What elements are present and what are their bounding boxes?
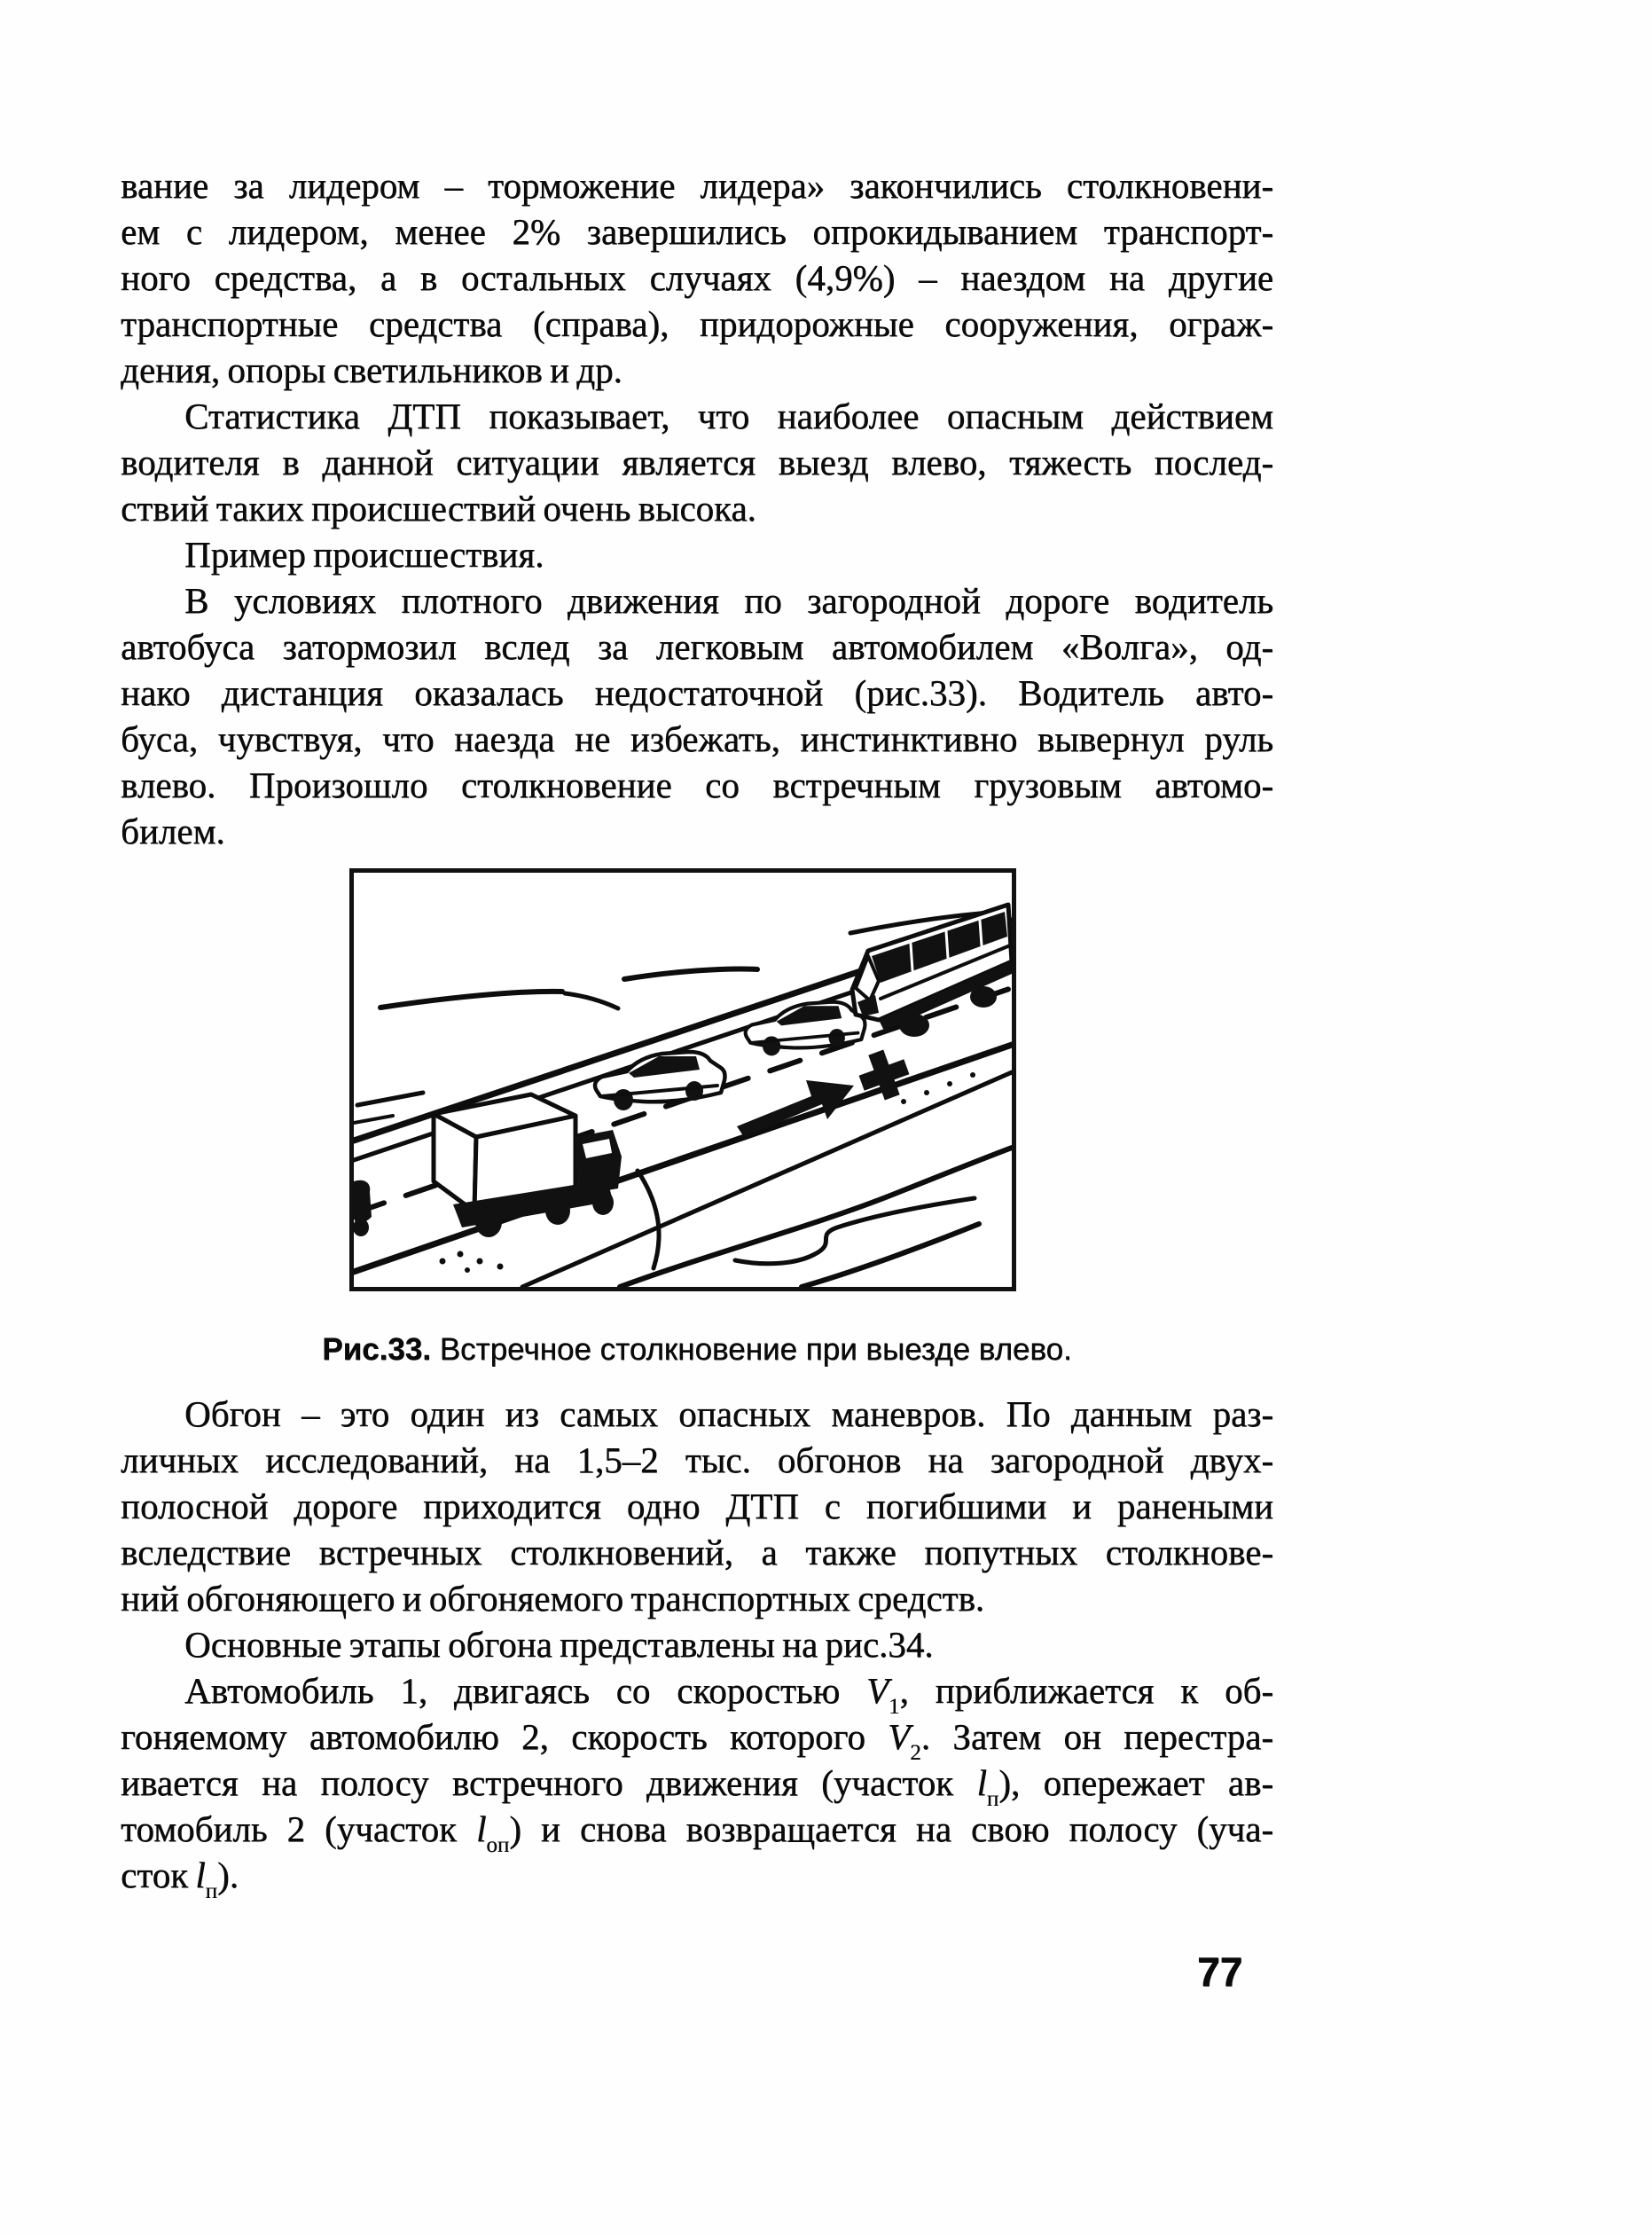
figure-illustration <box>354 873 1012 1287</box>
text-line: ивается на полосу встречного движения (участок $l_п$), опережает ав- <box>121 1762 1273 1811</box>
subscript: оп <box>486 1833 510 1857</box>
paragraph-7 <box>121 1667 1273 1903</box>
subscript: п <box>986 1787 999 1811</box>
text-line: Статистика ДТП показывает, что наиболее опасным действием <box>184 396 1273 436</box>
figure-33 <box>349 868 1016 1291</box>
paragraph-1 <box>121 162 1273 393</box>
direction-arrow <box>737 1080 854 1137</box>
text-line: водителя в данной ситуации является выезд влево, тяжесть послед- <box>121 442 1273 482</box>
text-line: Основные этапы обгона представлены на рис.34. <box>184 1624 934 1665</box>
subscript: 2 <box>910 1741 921 1765</box>
figure-caption <box>121 1332 1273 1368</box>
paragraph-5 <box>121 1391 1273 1621</box>
paragraph-6 <box>121 1621 1273 1667</box>
velocity-variable: V <box>888 1716 911 1757</box>
text-line: гоняемому автомобилю 2, скорость которого $V_2$. Затем он перестра- <box>121 1716 1273 1765</box>
page-number: 77 <box>1197 1949 1243 1995</box>
text-line: Пример происшествия. <box>184 534 544 575</box>
text-line: полосной дороге приходится одно ДТП с погибшими и ранеными <box>121 1486 1273 1526</box>
distance-variable: l <box>976 1762 987 1803</box>
sedan-lead <box>595 1052 725 1110</box>
text-line: автобуса затормозил вслед за легковым автомобилем «Волга», од- <box>121 626 1273 667</box>
caption-label: Рис.33. <box>322 1332 431 1367</box>
paragraph-4 <box>121 577 1273 854</box>
velocity-variable: V <box>865 1670 889 1711</box>
text-line: В условиях плотного движения по загородной дороге водитель <box>184 580 1273 621</box>
text-line: личных исследований, на 1,5–2 тыс. обгонов на загородной двух- <box>121 1439 1273 1480</box>
partial-vehicle <box>354 1180 372 1236</box>
text-line: Автомобиль 1, двигаясь со скоростью $V_1$, приближается к об- <box>184 1670 1273 1719</box>
sedan-second <box>746 1002 865 1056</box>
text-line: ем с лидером, менее 2% завершились опрокидыванием транспорт- <box>121 211 1273 252</box>
distance-variable: l <box>475 1808 487 1849</box>
text-line: нако дистанция оказалась недостаточной (рис.33). Водитель авто- <box>121 672 1273 713</box>
text-line: Обгон – это один из самых опасных маневров. По данным раз- <box>184 1393 1273 1434</box>
text-line: вание за лидером – торможение лидера» закончились столкновени- <box>121 165 1273 206</box>
paragraph-3 <box>121 531 1273 577</box>
text-line: сток $l_п$). <box>121 1855 239 1903</box>
text-block <box>121 162 1273 1903</box>
text-line: влево. Произошло столкновение со встречным грузовым автомо- <box>121 765 1273 805</box>
text-line: буса, чувствуя, что наезда не избежать, инстинктивно вывернул руль <box>121 718 1273 759</box>
text-line: ний обгоняющего и обгоняемого транспортных средств. <box>121 1578 985 1619</box>
subscript: п <box>205 1879 218 1903</box>
text-line: вследствие встречных столкновений, а также попутных столкнове- <box>121 1532 1273 1572</box>
text-line: билем. <box>121 811 225 851</box>
distance-variable: l <box>195 1855 206 1895</box>
text-line: томобиль 2 (участок $l_{оп}$) и снова возвращается на свою полосу (уча- <box>121 1808 1273 1857</box>
text-line: транспортные средства (справа), придорожные сооружения, ограж- <box>121 303 1273 344</box>
text-line: ствий таких происшествий очень высока. <box>121 488 756 529</box>
text-line: ного средства, а в остальных случаях (4,9%) – наездом на другие <box>121 257 1273 298</box>
text-line: дения, опоры светильников и др. <box>121 349 622 390</box>
caption-text: Встречное столкновение при выезде влево. <box>430 1332 1072 1367</box>
truck <box>434 1094 622 1237</box>
paragraph-2 <box>121 393 1273 531</box>
subscript: 1 <box>889 1695 900 1719</box>
